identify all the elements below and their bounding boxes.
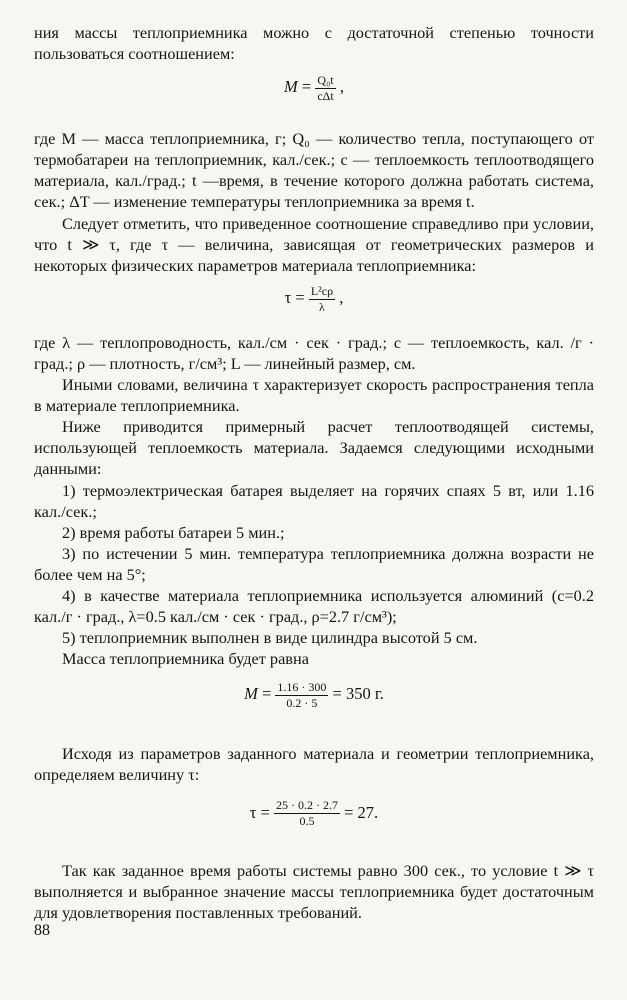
denominator: 0.5 [299, 814, 315, 829]
paragraph-condition: Следует отметить, что приведенное соотношение справедливо при условии, что t ≫ τ, где τ — величина, зависящая от геометрических размеров и некоторых физических параметров материала теплоприемника: [34, 213, 594, 275]
denominator: cΔt [317, 88, 334, 103]
formula-tau-value [34, 786, 594, 840]
list-item-4: 4) в качестве материала теплоприемника используется алюминий (c=0.2 кал./г · град., λ=0.5 кал./см · сек · град., ρ=2.7 г/см³); [34, 585, 594, 627]
formula-mass [34, 64, 594, 110]
numerator: Q₀t [315, 73, 335, 89]
list-item-5: 5) теплоприемник выполнен в виде цилиндра высотой 5 см. [62, 628, 478, 648]
fraction [274, 798, 340, 829]
formula-lhs: τ [249, 802, 257, 822]
numerator: 25 · 0.2 · 2.7 [276, 798, 338, 813]
paragraph-definitions: где M — масса теплоприемника, г; Q₀ — количество тепла, поступающего от термобатареи на теплоприемник, кал./сек.; c — теплоемкость теплоотводящего материала, кал./град.; t —время, в течение которого должна работать система, сек.; ΔT — изменение температуры теплоприемника за время t. [34, 129, 594, 212]
formula-tail: , [335, 287, 344, 307]
page-body [34, 22, 594, 923]
list-item-3: 3) по истечении 5 мин. температура теплоприемника должна возрасти не более чем на 5°; [34, 543, 594, 584]
formula-tail: = 350 г. [328, 684, 384, 704]
numerator: 1.16 · 300 [277, 680, 327, 695]
formula-tau [34, 276, 594, 320]
fraction [275, 680, 328, 711]
formula-tail: = 27. [340, 802, 379, 822]
paragraph-conclusion: Так как заданное время работы системы равно 300 сек., то условие t ≫ τ выполняется и выбранное значение массы теплоприемника будет достаточным для удовлетворения поставленных требований. [34, 860, 594, 922]
paragraph-tau-meaning: Иными словами, величина τ характеризует скорость распространения тепла в материале теплоприемника. [34, 375, 594, 416]
formula-mass-value [34, 669, 594, 719]
formula-eq: = [257, 684, 276, 704]
paragraph-calculation: Ниже приводится примерный расчет теплоотводящей системы, использующей теплоемкость материала. Задаемся следующими исходными данными: [34, 417, 594, 479]
numerator: L²cρ [310, 283, 334, 298]
denominator: λ [319, 299, 325, 314]
formula-eq: = [256, 802, 274, 822]
page-number: 88 [34, 922, 50, 939]
paragraph-lambda: где λ — теплопроводность, кал./см · сек · град.; c — теплоемкость, кал. /г · град.; ρ — плотность, г/см³; L — линейный размер, см. [34, 332, 594, 373]
formula-eq: = [291, 287, 309, 307]
fraction [309, 284, 335, 315]
denominator: 0.2 · 5 [286, 696, 318, 711]
paragraph-geometry: Исходя из параметров заданного материала и геометрии теплоприемника, определяем величину τ: [34, 744, 594, 785]
paragraph-mass: Масса теплоприемника будет равна [62, 649, 309, 669]
formula-lhs: M [244, 684, 258, 704]
formula-tail: , [335, 77, 344, 97]
formula-lhs: M [284, 77, 298, 97]
paragraph-intro: ния массы теплоприемника можно с достаточной степенью точности пользоваться соотношением: [34, 23, 594, 64]
fraction [315, 73, 335, 104]
formula-lhs: τ [284, 287, 292, 307]
list-item-1: 1) термоэлектрическая батарея выделяет на горячих спаях 5 вт, или 1.16 кал./сек.; [34, 480, 594, 521]
formula-eq: = [297, 77, 316, 97]
list-item-2: 2) время работы батареи 5 мин.; [62, 522, 285, 542]
